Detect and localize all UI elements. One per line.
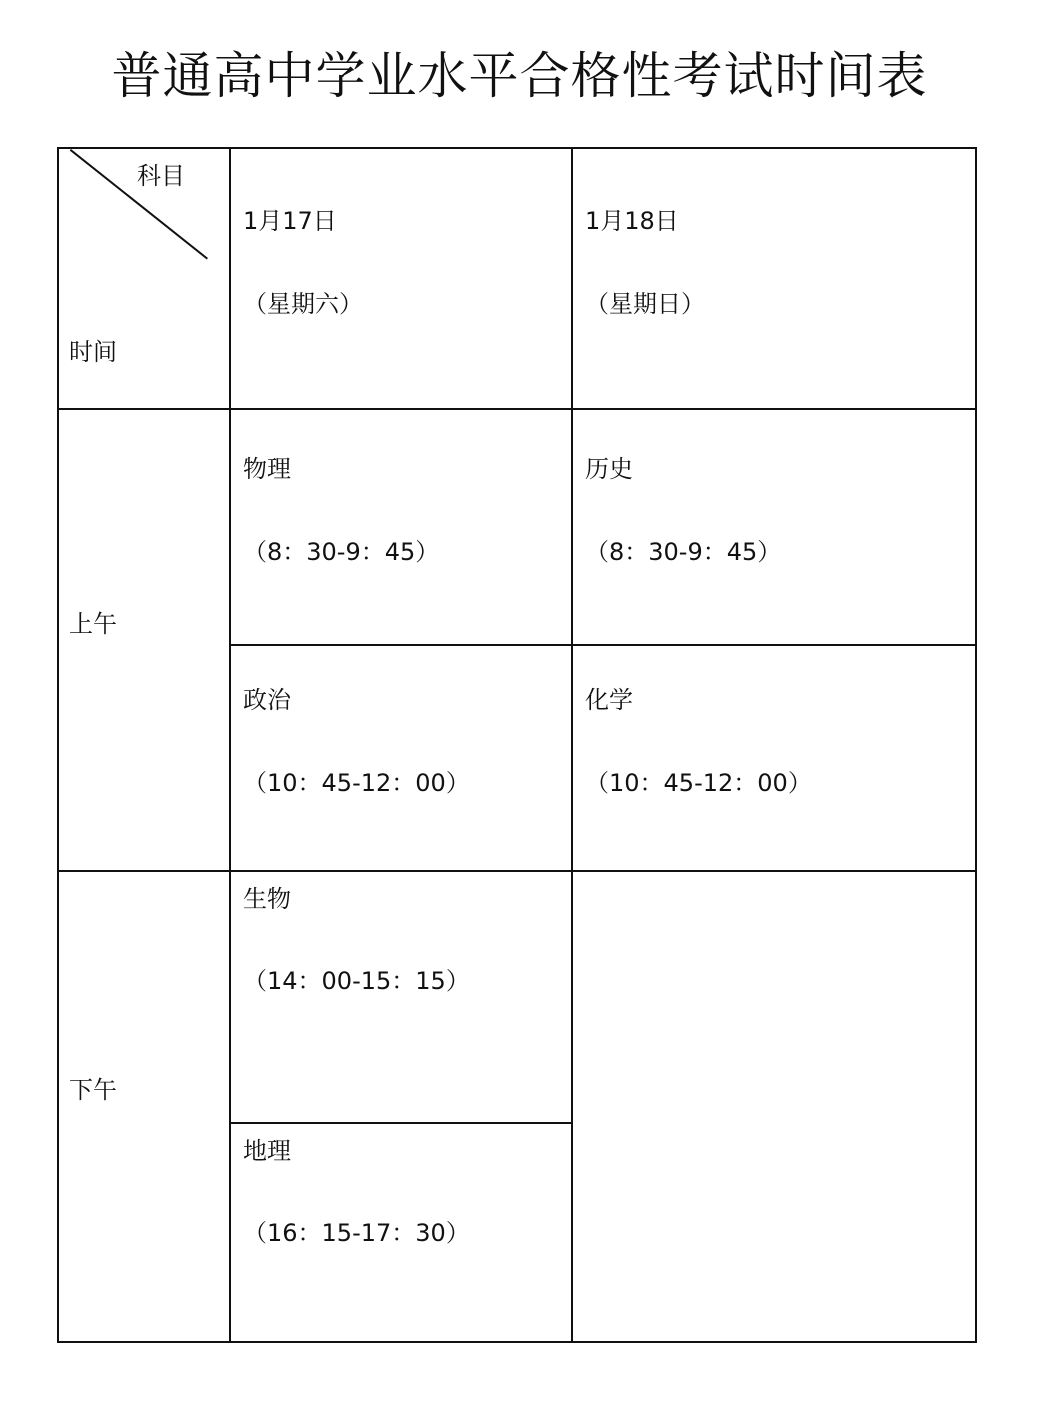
exam-subject-physics: 物理 xyxy=(243,455,291,483)
corner-label-time: 时间 xyxy=(69,338,117,366)
exam-schedule-table xyxy=(57,147,977,1343)
exam-time-biology: （14：00-15：15） xyxy=(243,967,470,995)
day1-date: 1月17日 xyxy=(243,207,337,235)
exam-subject-biology: 生物 xyxy=(243,885,291,913)
exam-subject-chemistry: 化学 xyxy=(585,686,633,714)
exam-subject-geography: 地理 xyxy=(243,1137,291,1165)
exam-subject-politics: 政治 xyxy=(243,686,291,714)
row-label-afternoon: 下午 xyxy=(69,1076,117,1104)
day2-date: 1月18日 xyxy=(585,207,679,235)
page-title: 普通高中学业水平合格性考试时间表 xyxy=(111,47,928,105)
exam-time-politics: （10：45-12：00） xyxy=(243,769,470,797)
exam-time-chemistry: （10：45-12：00） xyxy=(585,769,812,797)
table-border-top xyxy=(57,147,977,149)
column-divider-time xyxy=(229,147,231,1343)
exam-time-history: （8：30-9：45） xyxy=(585,538,782,566)
day2-weekday: （星期日） xyxy=(585,290,705,318)
exam-time-geography: （16：15-17：30） xyxy=(243,1219,470,1247)
row-divider-afternoon-slots xyxy=(229,1122,573,1124)
exam-subject-history: 历史 xyxy=(585,455,633,483)
table-border-bottom xyxy=(57,1341,977,1343)
row-label-morning: 上午 xyxy=(69,610,117,638)
table-border-left xyxy=(57,147,59,1343)
exam-time-physics: （8：30-9：45） xyxy=(243,538,440,566)
empty-cell-day2-afternoon xyxy=(573,872,975,1341)
corner-label-subject: 科目 xyxy=(137,162,185,190)
row-divider-morning-slots xyxy=(229,644,977,646)
table-border-right xyxy=(975,147,977,1343)
row-divider-header xyxy=(57,408,977,410)
day1-weekday: （星期六） xyxy=(243,290,363,318)
